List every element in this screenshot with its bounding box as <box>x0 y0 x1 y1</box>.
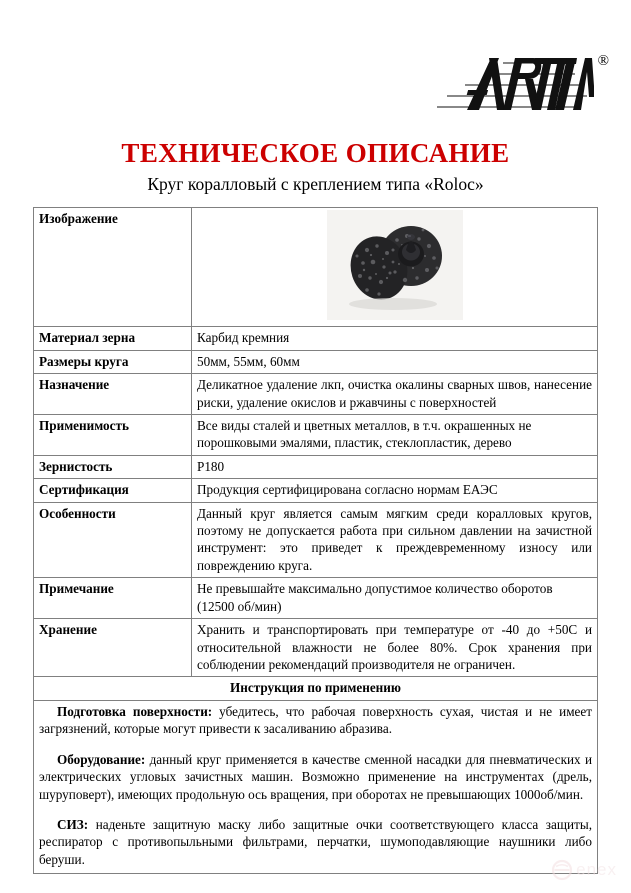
row-value: 50мм, 55мм, 60мм <box>192 350 598 373</box>
specification-table-body <box>34 208 598 874</box>
watermark-label: enex <box>576 860 617 879</box>
row-label: Примечание <box>34 578 192 619</box>
row-label: Материал зерна <box>34 327 192 350</box>
row-label: Назначение <box>34 374 192 415</box>
table-row <box>34 619 598 677</box>
table-row <box>34 327 598 350</box>
instruction-lead: Подготовка поверхности: <box>57 703 213 719</box>
brand-logo <box>429 52 609 114</box>
instruction-paragraph-surface-prep <box>39 703 592 738</box>
arttim-logo-icon <box>429 52 594 114</box>
coral-disc-photo <box>327 210 463 320</box>
row-label: Хранение <box>34 619 192 677</box>
product-image-cell <box>192 208 598 327</box>
table-row-image <box>34 208 598 327</box>
row-value: Карбид кремния <box>192 327 598 350</box>
row-value: Хранить и транспортировать при температуре от -40 до +50С и относительной влажности не более 80%. Срок хранения при соблюдении рекомендаций производителя не ограничен. <box>192 619 598 677</box>
table-row <box>34 374 598 415</box>
instructions-heading-row <box>34 677 598 700</box>
instruction-paragraph-ppe <box>39 816 592 868</box>
registered-trademark-icon: ® <box>597 53 609 69</box>
table-row <box>34 578 598 619</box>
row-value: Продукция сертифицирована согласно нормам ЕАЭС <box>192 479 598 502</box>
row-value: Не превышайте максимально допустимое количество оборотов (12500 об/мин) <box>192 578 598 619</box>
row-value: Данный круг является самым мягким среди коралловых кругов, поэтому не допускается работа при сильном давлении на зачистной инструмент: это приведет к преждевременному износу или повреждению круга. <box>192 502 598 578</box>
instruction-lead: Оборудование: <box>57 751 146 767</box>
page-title: ТЕХНИЧЕСКОЕ ОПИСАНИЕ <box>121 138 510 168</box>
row-label: Зернистость <box>34 455 192 478</box>
instruction-text: убедитесь, что рабочая поверхность сухая, чистая и не имеет загрязнений, которые могут привести к засаливанию абразива. <box>39 703 593 737</box>
instructions-row <box>34 700 598 873</box>
table-row <box>34 455 598 478</box>
instructions-body <box>34 700 598 873</box>
row-value: Деликатное удаление лкп, очистка окалины сварных швов, нанесение риски, удаление окислов и ржавчины с поверхностей <box>192 374 598 415</box>
specification-table <box>33 207 598 874</box>
document-header <box>0 0 631 138</box>
row-label: Размеры круга <box>34 350 192 373</box>
instruction-paragraph-equipment <box>39 751 592 803</box>
instruction-lead: СИЗ: <box>57 816 89 832</box>
table-row <box>34 479 598 502</box>
row-label: Сертификация <box>34 479 192 502</box>
instruction-text: наденьте защитную маску либо защитные очки соответствующего класса защиты, респиратор с противопыльными фильтрами, перчатки, шумоподавляющие наушники либо беруши. <box>39 816 592 867</box>
page-subtitle: Круг коралловый с креплением типа «Roloc» <box>147 174 484 195</box>
row-value: Все виды сталей и цветных металлов, в т.ч. окрашенных не порошковыми эмалями, пластик, стеклопластик, дерево <box>192 414 598 455</box>
table-row <box>34 350 598 373</box>
row-label: Особенности <box>34 502 192 578</box>
table-row <box>34 414 598 455</box>
table-row <box>34 502 598 578</box>
instruction-text: данный круг применяется в качестве сменной насадки для пневматических и электрических угловых зачистных машин. Возможно применение на инструментах (дрель, шуруповерт), имеющих продольную ось вращения, при оборотах не превышающих 1000об/мин. <box>39 751 592 802</box>
instructions-heading: Инструкция по применению <box>34 677 598 700</box>
row-label: Применимость <box>34 414 192 455</box>
row-label-image: Изображение <box>34 208 192 327</box>
row-value: P180 <box>192 455 598 478</box>
